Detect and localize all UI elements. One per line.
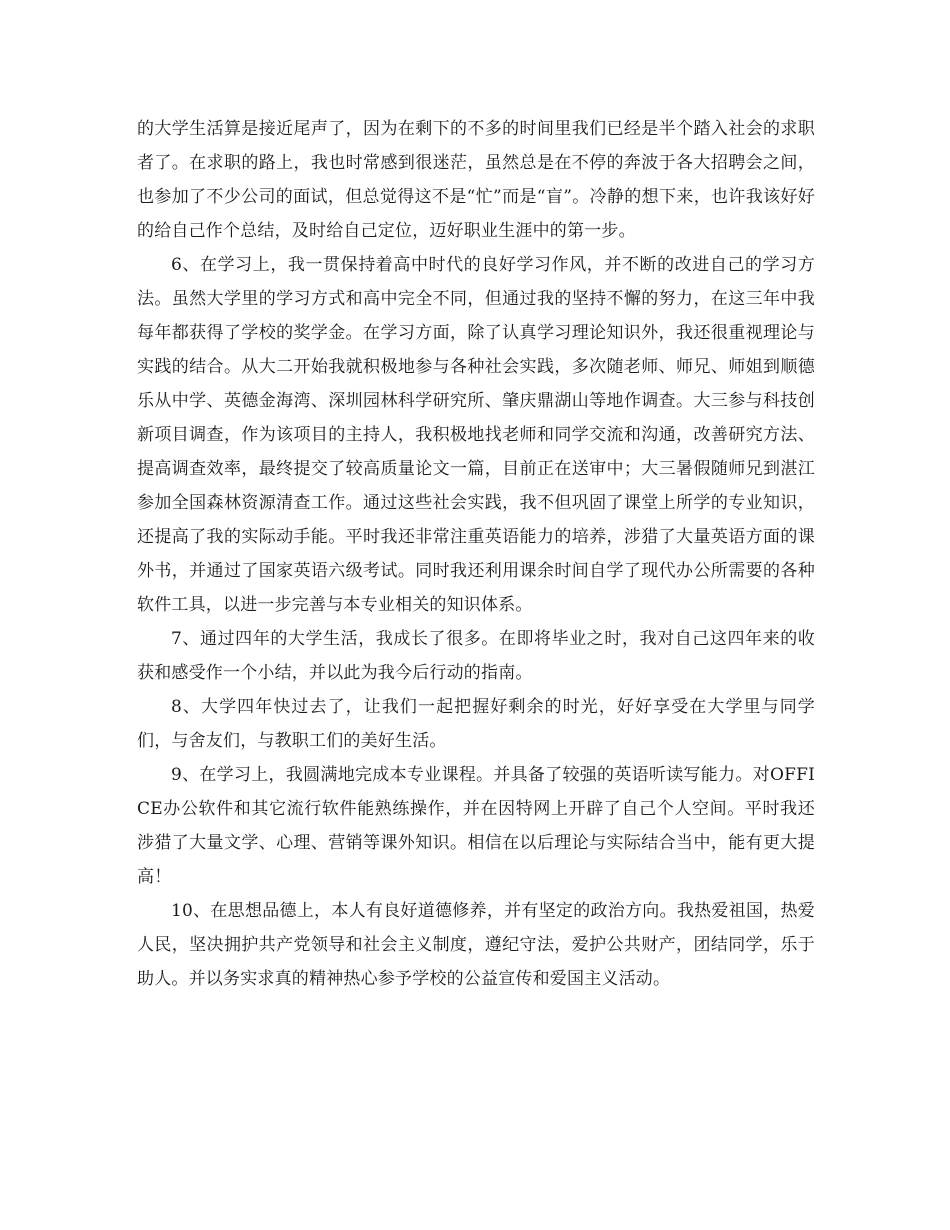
paragraph-item-7: 7、通过四年的大学生活，我成长了很多。在即将毕业之时，我对自己这四年来的收获和感受作一个小结，并以此为我今后行动的指南。 — [137, 629, 815, 683]
document-body — [137, 112, 815, 996]
paragraph-continuation: 的大学生活算是接近尾声了，因为在剩下的不多的时间里我们已经是半个踏入社会的求职者了。在求职的路上，我也时常感到很迷茫，虽然总是在不停的奔波于各大招聘会之间，也参加了不少公司的面试，但总觉得这不是“忙”而是“盲”。冷静的想下来，也许我该好好的给自己作个总结，及时给自己定位，迈好职业生涯中的第一步。 — [137, 119, 815, 241]
paragraph-item-8: 8、大学四年快过去了，让我们一起把握好剩余的时光，好好享受在大学里与同学们，与舍友们，与教职工们的美好生活。 — [137, 697, 815, 751]
paragraph-item-10: 10、在思想品德上，本人有良好道德修养，并有坚定的政治方向。我热爱祖国，热爱人民，坚决拥护共产党领导和社会主义制度，遵纪守法，爱护公共财产，团结同学，乐于助人。并以务实求真的精神热心参予学校的公益宣传和爱国主义活动。 — [137, 901, 815, 989]
paragraph-item-6: 6、在学习上，我一贯保持着高中时代的良好学习作风，并不断的改进自己的学习方法。虽然大学里的学习方式和高中完全不同，但通过我的坚持不懈的努力，在这三年中我每年都获得了学校的奖学金。在学习方面，除了认真学习理论知识外，我还很重视理论与实践的结合。从大二开始我就积极地参与各种社会实践，多次随老师、师兄、师姐到顺德乐从中学、英德金海湾、深圳园林科学研究所、肇庆鼎湖山等地作调查。大三参与科技创新项目调查，作为该项目的主持人，我积极地找老师和同学交流和沟通，改善研究方法、提高调查效率，最终提交了较高质量论文一篇，目前正在送审中；大三暑假随师兄到湛江参加全国森林资源清查工作。通过这些社会实践，我不但巩固了课堂上所学的专业知识，还提高了我的实际动手能。平时我还非常注重英语能力的培养，涉猎了大量英语方面的课外书，并通过了国家英语六级考试。同时我还利用课余时间自学了现代办公所需要的各种软件工具，以进一步完善与本专业相关的知识体系。 — [137, 255, 815, 615]
paragraph-item-9: 9、在学习上，我圆满地完成本专业课程。并具备了较强的英语听读写能力。对OFFICE办公软件和其它流行软件能熟练操作，并在因特网上开辟了自己个人空间。平时我还涉猎了大量文学、心理、营销等课外知识。相信在以后理论与实际结合当中，能有更大提高！ — [137, 765, 815, 887]
